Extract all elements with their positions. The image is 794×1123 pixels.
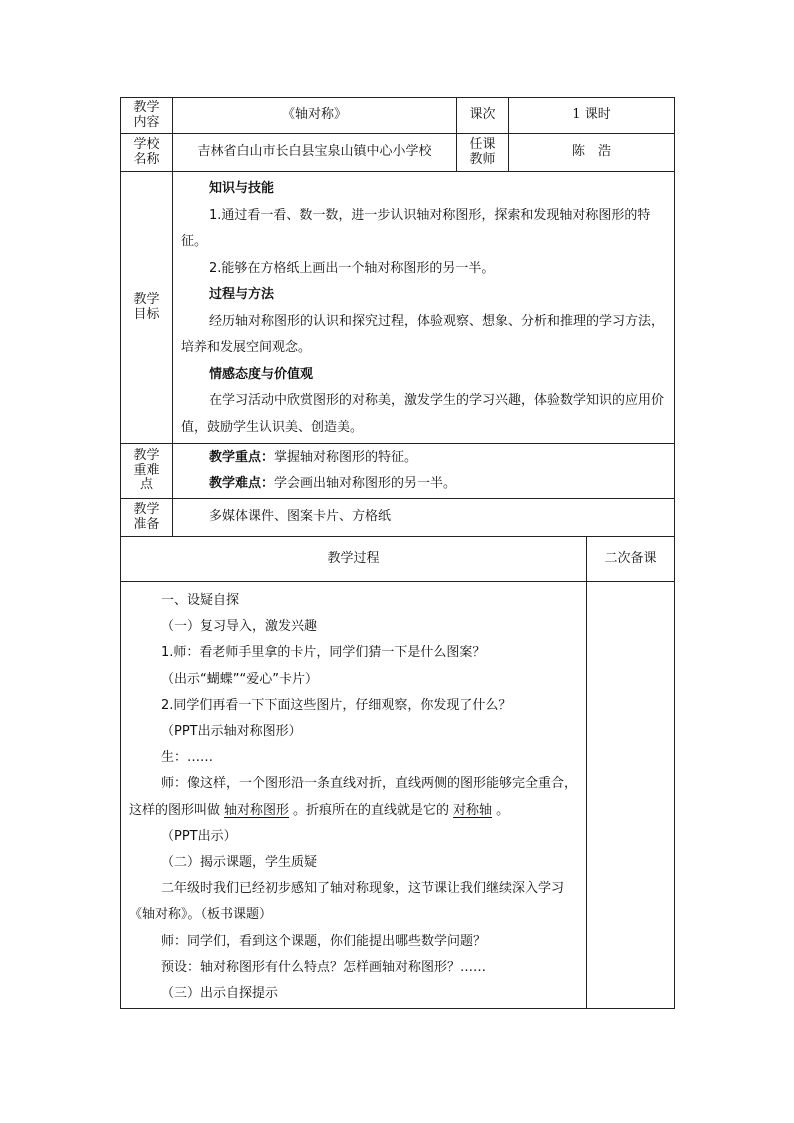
goals-heading-process: 过程与方法: [209, 287, 275, 302]
difficulty-content: [173, 444, 675, 499]
process-line-4: （出示“蝴蝶”“爱心”卡片）: [161, 671, 318, 687]
school-label: 学校 名称: [121, 134, 173, 172]
lesson-plan-table: [120, 97, 675, 1009]
lesson-count-value: 1 课时: [509, 98, 675, 134]
preparation-label: 教学 准备: [121, 499, 173, 537]
row-difficulty: [121, 444, 675, 499]
process-line-7: 生：……: [161, 750, 214, 766]
row-preparation: [121, 499, 675, 537]
process-line-9: （PPT出示）: [161, 828, 237, 844]
goals-heading-attitude: 情感态度与价值观: [209, 366, 314, 382]
school-value: 吉林省白山市长白县宝泉山镇中心小学校: [173, 134, 457, 172]
blank-axisymmetric: 轴对称图形: [224, 802, 290, 818]
teacher-value: 陈 浩: [509, 134, 675, 172]
goals-label: 教学 目标: [121, 172, 173, 444]
process-header: 教学过程: [121, 537, 587, 582]
row-content: [121, 98, 675, 134]
goals-content: [173, 172, 675, 444]
process-line-6: （PPT出示轴对称图形）: [161, 724, 302, 740]
process-line-1: 一、设疑自探: [161, 593, 240, 608]
process-line-14: （三）出示自探提示: [161, 986, 279, 1002]
blank-axis: 对称轴: [453, 802, 493, 818]
second-prep-content: [587, 582, 675, 1009]
lesson-count-label: 课次: [457, 98, 509, 134]
goals-item-2: 2.能够在方格纸上画出一个轴对称图形的另一半。: [209, 260, 495, 276]
process-line-10: （二）揭示课题，学生质疑: [161, 855, 318, 871]
process-line-12: 师：同学们，看到这个课题，你们能提出哪些数学问题？: [161, 933, 487, 949]
content-value: 《轴对称》: [173, 98, 457, 134]
difficulty-label: 教学 重难 点: [121, 444, 173, 499]
row-process: [121, 582, 675, 1009]
goals-heading-knowledge: 知识与技能: [209, 181, 275, 196]
row-goals: [121, 172, 675, 444]
row-school: [121, 134, 675, 172]
process-line-2: （一）复习导入，激发兴趣: [161, 619, 318, 635]
teacher-label: 任课 教师: [457, 134, 509, 172]
preparation-content: 多媒体课件、图案卡片、方格纸: [173, 499, 675, 537]
process-line-8: 师：像这样，一个图形沿一条直线对折，直线两侧的图形能够完全重合，这样的图形叫做 轴对称图形 。折痕所在的直线就是它的 对称轴 。: [129, 776, 578, 818]
content-label: 教学 内容: [121, 98, 173, 134]
process-line-3: 1.师：看老师手里拿的卡片，同学们猜一下是什么图案？: [161, 645, 486, 661]
process-line-5: 2.同学们再看一下下面这些图片，仔细观察，你发现了什么？: [161, 697, 512, 713]
goals-item-1: 1.通过看一看、数一数，进一步认识轴对称图形，探索和发现轴对称图形的特征。: [181, 207, 651, 249]
key-point: 教学重点：掌握轴对称图形的特征。: [209, 450, 418, 465]
second-prep-header: 二次备课: [587, 537, 675, 582]
process-line-11: 二年级时我们已经初步感知了轴对称现象，这节课让我们继续深入学习《轴对称》。（板书课题）: [129, 881, 565, 923]
goals-item-3: 经历轴对称图形的认识和探究过程，体验观察、想象、分析和推理的学习方法，培养和发展空间观念。: [181, 313, 665, 355]
process-content: [121, 582, 587, 1009]
hard-point: 教学难点：学会画出轴对称图形的另一半。: [209, 476, 457, 491]
process-line-13: 预设：轴对称图形有什么特点？怎样画轴对称图形？……: [161, 959, 487, 975]
goals-item-4: 在学习活动中欣赏图形的对称美，激发学生的学习兴趣，体验数学知识的应用价值，鼓励学生认识美、创造美。: [181, 393, 665, 435]
row-process-header: [121, 537, 675, 582]
